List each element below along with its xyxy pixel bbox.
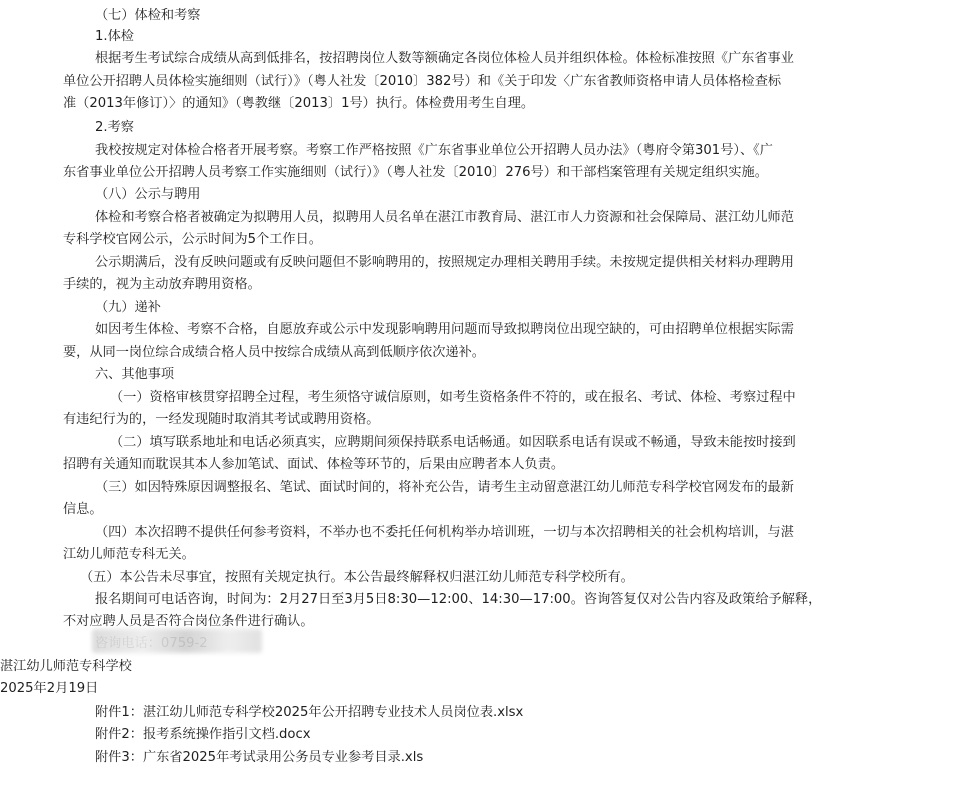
attachment-link[interactable]: 广东省2025年考试录用公务员专业参考目录.xls	[142, 750, 424, 765]
subsection-heading: 2.考察	[95, 120, 134, 135]
section-heading-8: （八）公示与聘用	[95, 187, 201, 202]
signature-date: 2025年2月19日	[0, 681, 99, 696]
attachment-label: 附件2：	[95, 727, 143, 742]
text-line: 东省事业单位公开招聘人员考察工作实施细则（试行）》（粤人社发〔2010〕276号）和干部档案管理有关规定组织实施。	[63, 165, 768, 180]
attachment-3[interactable]	[95, 747, 423, 768]
text-line: 不对应聘人员是否符合岗位条件进行确认。	[63, 614, 314, 629]
attachment-1[interactable]	[95, 702, 523, 723]
attachment-link[interactable]: 湛江幼儿师范专科学校2025年公开招聘专业技术人员岗位表.xlsx	[142, 705, 524, 720]
attachment-2[interactable]	[95, 724, 311, 745]
text-line: 有违纪行为的，一经发现随时取消其考试或聘用资格。	[63, 412, 380, 427]
text-line: （三）如因特殊原因调整报名、笔试、面试时间的，将补充公告，请考生主动留意湛江幼儿师范专科学校官网发布的最新	[95, 480, 794, 495]
text-line: 江幼儿师范专科无关。	[63, 547, 195, 562]
text-line: 要，从同一岗位综合成绩合格人员中按综合成绩从高到低顺序依次递补。	[63, 345, 485, 360]
subsection-heading: 1.体检	[95, 29, 134, 44]
text-line: 报名期间可电话咨询，时间为：2月27日至3月5日8:30—12:00、14:30—17:00。咨询答复仅对公告内容及政策给予解释，	[95, 592, 822, 607]
signature-org: 湛江幼儿师范专科学校	[0, 659, 132, 674]
attachment-link[interactable]: 报考系统操作指引文档.docx	[142, 727, 311, 742]
text-line: （一）资格审核贯穿招聘全过程，考生须恪守诚信原则，如考生资格条件不符的，或在报名、考试、体检、考察过程中	[110, 390, 796, 405]
text-line: 单位公开招聘人员体检实施细则（试行）》（粤人社发〔2010〕382号）和《关于印发〈广东省教师资格申请人员体格检查标	[63, 74, 782, 89]
text-line: （五）本公告未尽事宜，按照有关规定执行。本公告最终解释权归湛江幼儿师范专科学校所有。	[80, 570, 634, 585]
attachment-label: 附件1：	[95, 705, 143, 720]
text-line: （四）本次招聘不提供任何参考资料，不举办也不委托任何机构举办培训班，一切与本次招聘相关的社会机构培训，与湛	[95, 525, 794, 540]
attachment-label: 附件3：	[95, 750, 143, 765]
text-line: 招聘有关通知而耽误其本人参加笔试、面试、体检等环节的，后果由应聘者本人负责。	[63, 457, 565, 472]
text-line: 公示期满后，没有反映问题或有反映问题但不影响聘用的，按照规定办理相关聘用手续。未按规定提供相关材料办理聘用	[95, 255, 794, 270]
section-heading-7: （七）体检和考察	[95, 8, 201, 23]
redaction-blur	[92, 629, 262, 653]
text-line: 准（2013年修订）〉的通知》（粤教继〔2013〕1号）执行。体检费用考生自理。	[63, 96, 535, 111]
text-line: 如因考生体检、考察不合格，自愿放弃或公示中发现影响聘用问题而导致拟聘岗位出现空缺的，可由招聘单位根据实际需	[95, 322, 794, 337]
section-heading-9: （九）递补	[95, 300, 161, 315]
text-line: 我校按规定对体检合格者开展考察。考察工作严格按照《广东省事业单位公开招聘人员办法》（粤府令第301号）、《广	[95, 143, 773, 158]
text-line: 体检和考察合格者被确定为拟聘用人员，拟聘用人员名单在湛江市教育局、湛江市人力资源和社会保障局、湛江幼儿师范	[95, 210, 794, 225]
section-heading-6: 六、其他事项	[95, 367, 175, 382]
text-line: （二）填写联系地址和电话必须真实，应聘期间须保持联系电话畅通。如因联系电话有误或不畅通，导致未能按时接到	[110, 435, 796, 450]
text-line: 信息。	[63, 502, 103, 517]
text-line: 根据考生考试综合成绩从高到低排名，按招聘岗位人数等额确定各岗位体检人员并组织体检。体检标准按照《广东省事业	[95, 51, 794, 66]
text-line: 专科学校官网公示，公示时间为5个工作日。	[63, 232, 322, 247]
text-line: 手续的，视为主动放弃聘用资格。	[63, 277, 261, 292]
